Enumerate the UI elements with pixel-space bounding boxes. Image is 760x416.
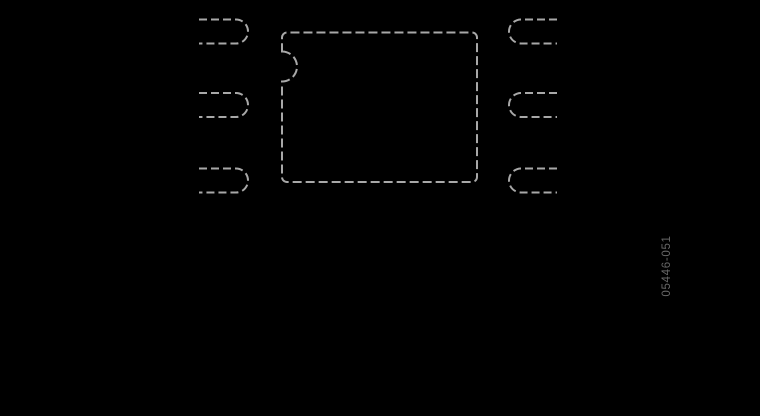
figure-number-label: 05446-051 (661, 235, 673, 297)
